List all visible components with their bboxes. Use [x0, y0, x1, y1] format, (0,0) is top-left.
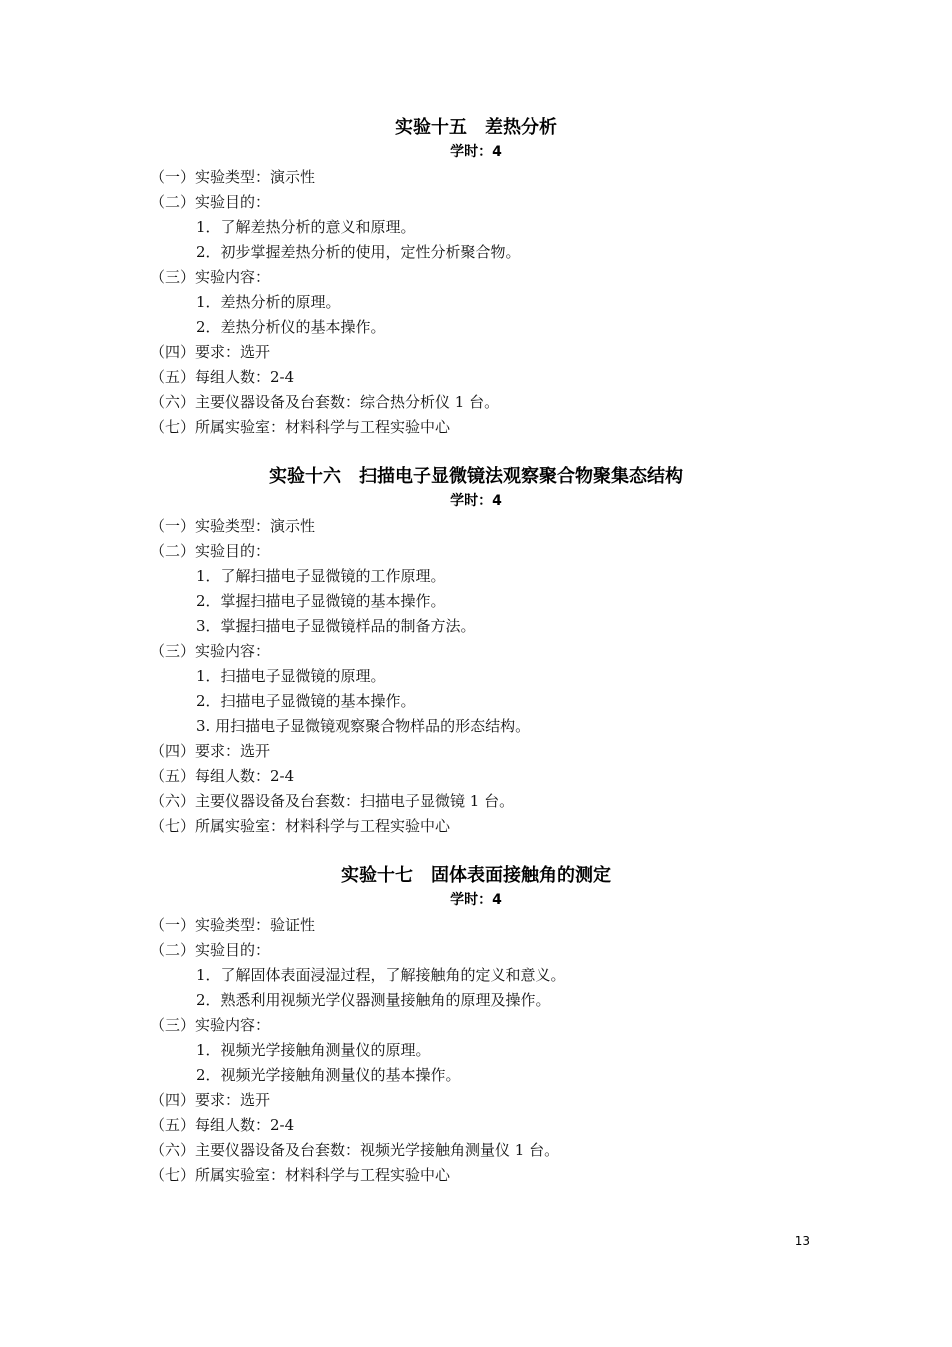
list-item: （四）要求：选开: [150, 343, 271, 361]
list-item: （三）实验内容：: [150, 642, 271, 660]
list-item: （七）所属实验室：材料科学与工程实验中心: [150, 418, 451, 436]
list-item: （三）实验内容：: [150, 268, 271, 286]
section-title: 实验十七 固体表面接触角的测定: [341, 865, 611, 886]
list-subitem: 1．了解扫描电子显微镜的工作原理。: [196, 567, 446, 585]
list-item: （七）所属实验室：材料科学与工程实验中心: [150, 1166, 451, 1184]
section-hours: 学时：4: [450, 493, 502, 509]
list-item: （五）每组人数：2-4: [150, 368, 295, 386]
list-item: （五）每组人数：2-4: [150, 1116, 295, 1134]
list-item: （一）实验类型：验证性: [150, 916, 316, 934]
experiment-15-section: [0, 115, 952, 440]
list-item: （二）实验目的：: [150, 542, 271, 560]
list-subitem: 1．差热分析的原理。: [196, 293, 341, 311]
list-subitem: 1．扫描电子显微镜的原理。: [196, 667, 386, 685]
page-number: 13: [794, 1234, 810, 1248]
list-item: （六）主要仪器设备及台套数：视频光学接触角测量仪 1 台。: [150, 1141, 560, 1159]
section-title: 实验十五 差热分析: [395, 117, 557, 138]
list-item: （三）实验内容：: [150, 1016, 271, 1034]
list-item: （一）实验类型：演示性: [150, 168, 316, 186]
section-title: 实验十六 扫描电子显微镜法观察聚合物聚集态结构: [269, 466, 683, 487]
list-item: （一）实验类型：演示性: [150, 517, 316, 535]
list-item: （五）每组人数：2-4: [150, 767, 295, 785]
section-hours: 学时：4: [450, 892, 502, 908]
section-hours: 学时：4: [450, 144, 502, 160]
list-item: （二）实验目的：: [150, 941, 271, 959]
list-subitem: 2．掌握扫描电子显微镜的基本操作。: [196, 592, 446, 610]
list-subitem: 2．初步掌握差热分析的使用，定性分析聚合物。: [196, 243, 521, 261]
list-item: （六）主要仪器设备及台套数：综合热分析仪 1 台。: [150, 393, 500, 411]
list-item: （二）实验目的：: [150, 193, 271, 211]
list-subitem: 2．扫描电子显微镜的基本操作。: [196, 692, 416, 710]
list-subitem: 3. 用扫描电子显微镜观察聚合物样品的形态结构。: [196, 717, 531, 735]
list-subitem: 1．视频光学接触角测量仪的原理。: [196, 1041, 431, 1059]
list-subitem: 1．了解固体表面浸湿过程，了解接触角的定义和意义。: [196, 966, 566, 984]
experiment-17-section: [0, 863, 952, 1188]
list-item: （七）所属实验室：材料科学与工程实验中心: [150, 817, 451, 835]
list-item: （四）要求：选开: [150, 1091, 271, 1109]
list-subitem: 1．了解差热分析的意义和原理。: [196, 218, 416, 236]
list-item: （六）主要仪器设备及台套数：扫描电子显微镜 1 台。: [150, 792, 515, 810]
list-subitem: 2．熟悉利用视频光学仪器测量接触角的原理及操作。: [196, 991, 551, 1009]
list-subitem: 2．差热分析仪的基本操作。: [196, 318, 386, 336]
list-item: （四）要求：选开: [150, 742, 271, 760]
experiment-16-section: [0, 464, 952, 839]
list-subitem: 2．视频光学接触角测量仪的基本操作。: [196, 1066, 461, 1084]
list-subitem: 3．掌握扫描电子显微镜样品的制备方法。: [196, 617, 476, 635]
